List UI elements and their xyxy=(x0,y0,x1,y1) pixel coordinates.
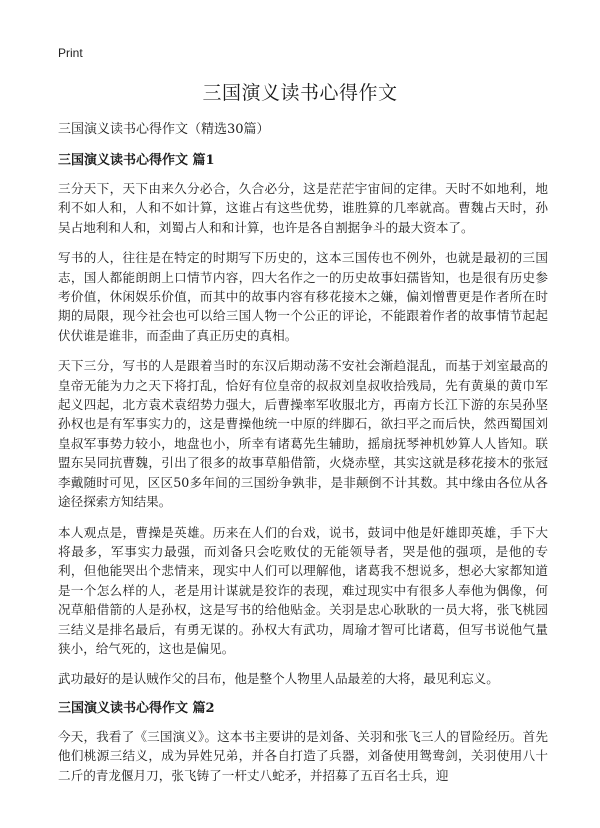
paragraph: 武功最好的是认贼作父的吕布，他是整个人物里人品最差的大将，最见利忘义。 xyxy=(58,671,499,687)
paragraph: 三分天下，天下由来久分必合，久合必分，这是茫茫宇宙间的定律。天时不如地利，地利不如人和，人和不如计算，这谁占有这些优势，谁胜算的几率就高。曹魏占天时，孙吴占地利和人和，刘蜀占人和和计算，也许是各自割据争斗的最大资本了。 xyxy=(58,181,548,235)
paragraph: 天下三分，写书的人是跟着当时的东汉后期动荡不安社会渐趋混乱，而基于刘室最高的皇帝无能为力之天下将打乱，恰好有位皇帝的叔叔刘皇叔收拾残局，先有黄巢的黄巾军起义四起，北方袁术袁绍势力强大，后曹操率军收服北方，再南方长江下游的东吴孙坚孙权也是有军事实力的，这是曹操他统一中原的绊脚石，欲扫平之而后快，然西蜀国刘皇叔军事势力较小，地盘也小，所幸有诸葛先生辅助，摇扇抚琴神机妙算人人皆知。联盟东吴同抗曹魏，引出了很多的故事草船借箭，火烧赤壁，其实这就是移花接木的张冠李戴随时可见，区区50多年间的三国纷争孰非，是非颠倒不计其数。其中缘由各位从各途径探索方知结果。 xyxy=(58,358,548,510)
section-heading-2: 三国演义读书心得作文 篇2 xyxy=(58,700,215,716)
article-body xyxy=(58,120,548,796)
section-heading-1: 三国演义读书心得作文 篇1 xyxy=(58,153,215,168)
paragraph: 今天，我看了《三国演义》。这本书主要讲的是刘备、关羽和张飞三人的冒险经历。首先他们桃源三结义，成为异姓兄弟，并各自打造了兵器，刘备使用鸳鸯剑，关羽使用八十二斤的青龙偃月刀，张飞铸了一杆丈八蛇矛，并招募了五百名士兵，迎 xyxy=(58,728,548,783)
print-link[interactable]: Print xyxy=(58,46,83,60)
paragraph: 写书的人，往往是在特定的时期写下历史的，这本三国传也不例外，也就是最初的三国志，国人都能朗朗上口情节内容，四大名作之一的历史故事妇孺皆知，也是很有历史参考价值，休闲娱乐价值，而其中的故事内容有移花接木之嫌，偏刘憎曹更是作者所在时期的局限，现今社会也可以给三国人物一个公正的评论，不能跟着作者的故事情节起起伏伏谁是谁非，而歪曲了真正历史的真相。 xyxy=(58,250,548,343)
paragraph: 本人观点是，曹操是英雄。历来在人们的台戏，说书，鼓词中他是奸雄即英雄，手下大将最多，军事实力最强，而刘备只会吃败仗的无能领导者，哭是他的强项，是他的专利，但他能哭出个悲情来，现实中人们可以理解他，诸葛我不想说多，想必大家都知道是一个怎么样的人，老是用计谋就是狡诈的表现，难过现实中有很多人奉他为偶像，何况草船借箭的人是孙权，这是写书的给他贴金。关羽是忠心耿耿的一员大将，张飞桃园三结义是排名最后，有勇无谋的。孙权大有武功，周瑜才智可比诸葛，但写书说他气量狭小，给气死的，这也是偏见。 xyxy=(58,524,548,656)
page-title: 三国演义读书心得作文 xyxy=(202,82,398,104)
article-subtitle: 三国演义读书心得作文（精选30篇） xyxy=(58,122,270,137)
